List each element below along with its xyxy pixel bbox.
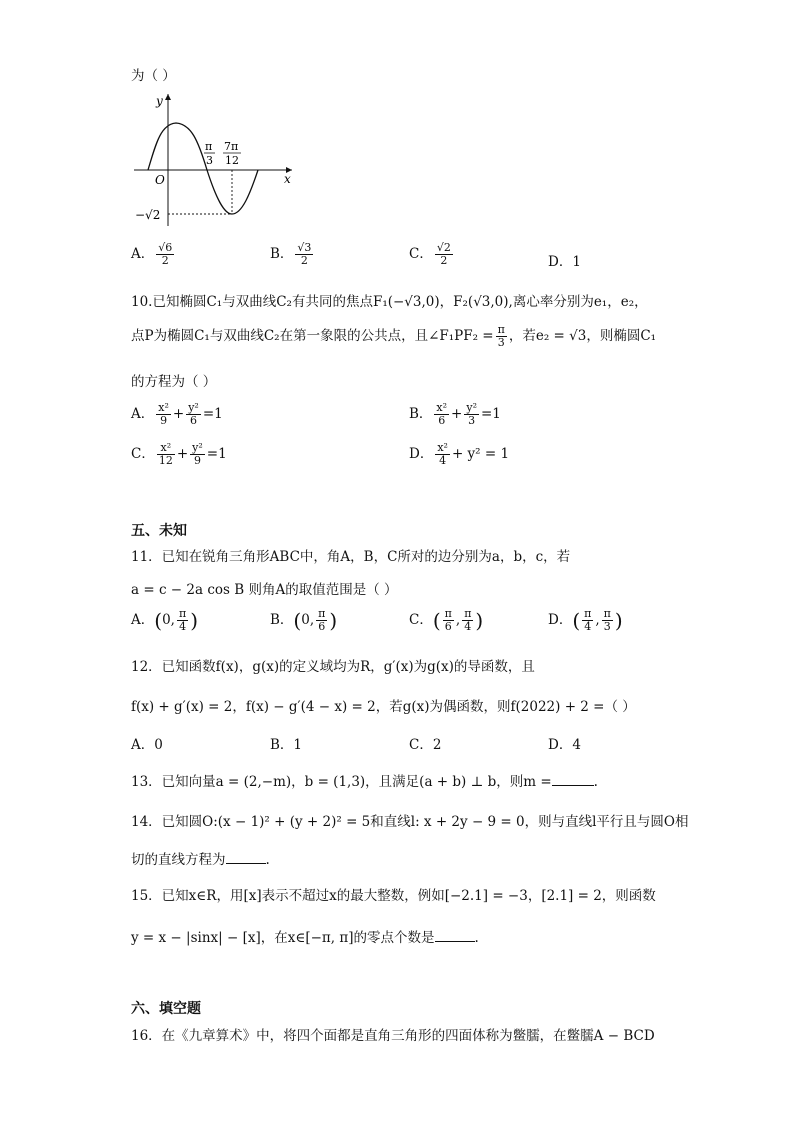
- q10-line2: 点P为椭圆C₁与双曲线C₂在第一象限的公共点，且∠F₁PF₂ = $\frac{\pi}{3}$ ，若e₂ = √3，则椭圆C₁: [131, 323, 657, 349]
- q10-option-c[interactable]: C． $\frac{\text{x²}}{12}$ + $\frac{\text{y²}}{9}$ =1: [131, 441, 227, 467]
- y-axis-label: y: [156, 94, 163, 108]
- q11-option-c[interactable]: C．( $\frac{\pi}{6}$ , $\frac{\pi}{4}$ ): [409, 607, 484, 633]
- tick2-num: 7π: [224, 140, 239, 153]
- q11-line1: 11．已知在锐角三角形ABC中，角A，B，C所对的边分别为a，b，c，若: [131, 549, 571, 565]
- sine-graph: [128, 88, 300, 230]
- q9-option-b[interactable]: B． $\frac{√3}{2}$: [270, 241, 312, 267]
- q15-line1: 15．已知x∈R，用[x]表示不超过x的最大整数，例如[−2.1] = −3，[2.1] = 2，则函数: [131, 888, 656, 904]
- q12-option-b[interactable]: B．1: [270, 737, 303, 753]
- q14-line1: 14．已知圆O:(x − 1)² + (y + 2)² = 5和直线l: x + 2y − 9 = 0，则与直线l平行且与圆O相: [131, 814, 689, 830]
- q9-option-d[interactable]: D．1: [548, 254, 581, 270]
- q15-line2: y = x − |sinx| − [x]，在x∈[−π, π]的零点个数是 .: [131, 930, 479, 946]
- section-heading-6: 六、填空题: [131, 1001, 201, 1017]
- tick1-den: 3: [206, 154, 213, 167]
- q13-answer-blank[interactable]: [552, 784, 594, 786]
- q16-line1: 16．在《九章算术》中，将四个面都是直角三角形的四面体称为鳖臑，在鳖臑A − BCD: [131, 1028, 655, 1044]
- q9-option-c[interactable]: C． $\frac{√2}{2}$: [409, 241, 451, 267]
- q12-line2: f(x) + g′(x) = 2，f(x) − g′(4 − x) = 2，若g(x)为偶函数，则f(2022) + 2 =（ ）: [131, 699, 636, 715]
- sine-curve: [148, 123, 258, 214]
- q10-line1: 10.已知椭圆C₁与双曲线C₂有共同的焦点F₁(−√3,0)，F₂(√3,0),离心率分别为e₁，e₂，: [131, 294, 648, 310]
- q11-option-a[interactable]: A．(0, $\frac{\pi}{4}$ ): [131, 607, 198, 633]
- tick1-num: π: [205, 140, 213, 153]
- q13-line: 13．已知向量a = (2,−m)，b = (1,3)，且满足(a + b) ⊥ b，则m = .: [131, 774, 598, 790]
- q10-option-d[interactable]: D． $\frac{\text{x²}}{4}$ + y² = 1: [409, 441, 510, 467]
- q9-option-a[interactable]: A． $\frac{√6}{2}$: [131, 241, 173, 267]
- origin-label: O: [155, 173, 165, 187]
- q11-option-b[interactable]: B．(0, $\frac{\pi}{6}$ ): [270, 607, 338, 633]
- q14-line2: 切的直线方程为 .: [131, 852, 270, 868]
- tick2-den: 12: [225, 154, 239, 167]
- q10-option-b[interactable]: B． $\frac{\text{x²}}{6}$ + $\frac{\text{y²}}{3}$ =1: [409, 401, 501, 427]
- q12-option-c[interactable]: C．2: [409, 737, 442, 753]
- q10-option-a[interactable]: A． $\frac{\text{x²}}{9}$ + $\frac{\text{y²}}{6}$ =1: [131, 401, 223, 427]
- q12-option-d[interactable]: D．4: [548, 737, 581, 753]
- section-heading-5: 五、未知: [131, 523, 187, 539]
- q10-line3: 的方程为（ ）: [131, 374, 217, 390]
- q15-answer-blank[interactable]: [435, 940, 475, 942]
- q12-option-a[interactable]: A．0: [131, 737, 163, 753]
- q11-option-d[interactable]: D．( $\frac{\pi}{4}$ , $\frac{\pi}{3}$ ): [548, 607, 623, 633]
- min-label: −√2: [135, 208, 161, 222]
- q11-line2: a = c − 2a cos B 则角A的取值范围是（ ）: [131, 582, 398, 598]
- x-axis-label: x: [284, 172, 291, 186]
- q12-line1: 12．已知函数f(x)，g(x)的定义域均为R，g′(x)为g(x)的导函数，且: [131, 659, 535, 675]
- q14-answer-blank[interactable]: [226, 862, 266, 864]
- q9-stem-tail: 为（ ）: [131, 68, 176, 84]
